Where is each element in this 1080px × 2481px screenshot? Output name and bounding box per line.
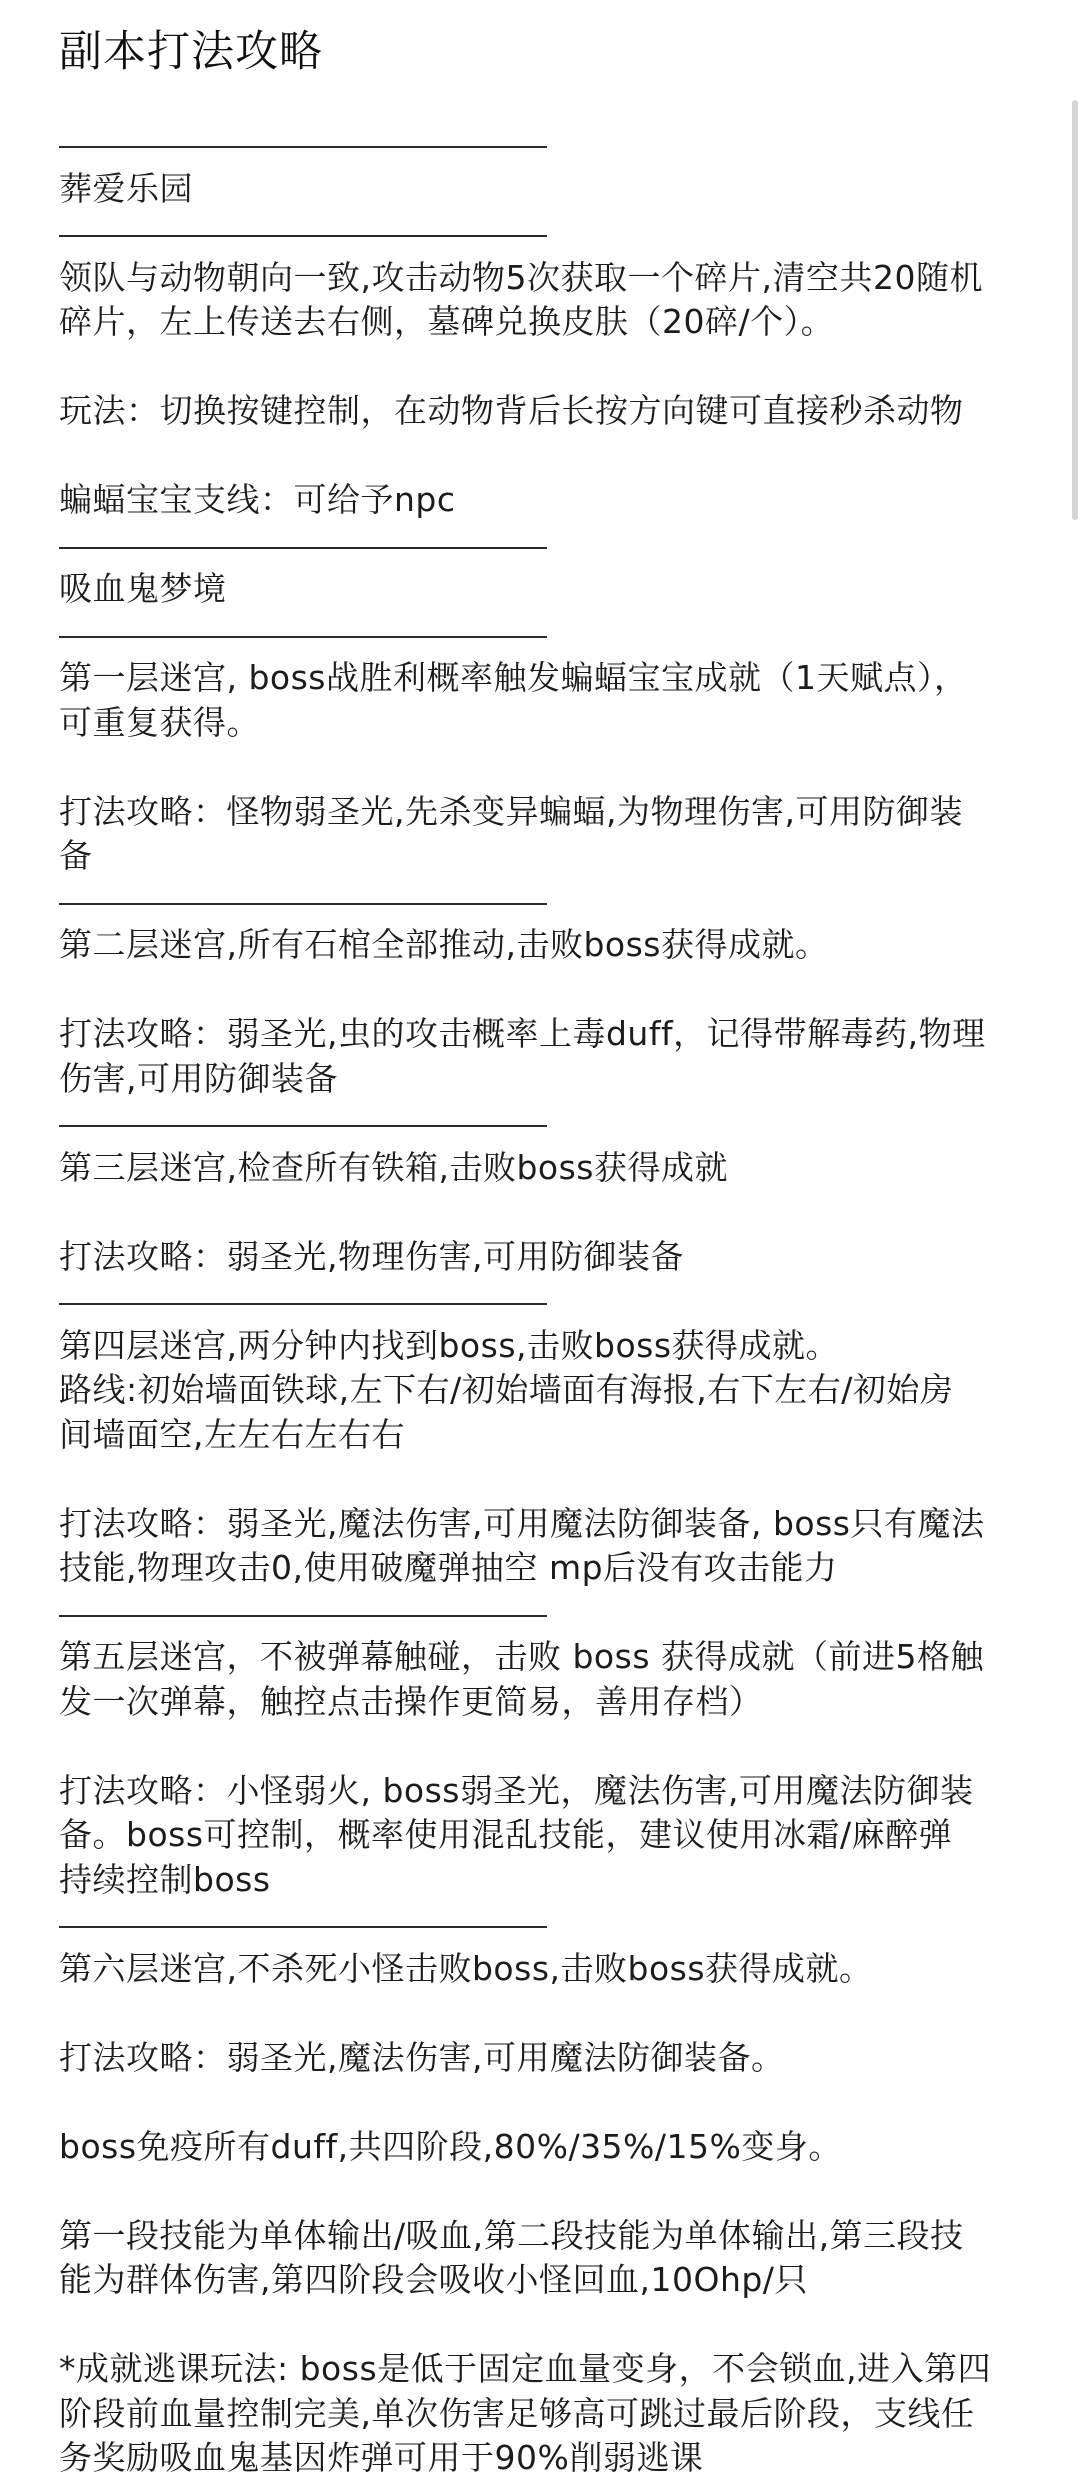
blank-line [59,745,1019,790]
text-line: 技能,物理攻击0,使用破魔弹抽空 mp后没有攻击能力 [59,1548,838,1587]
text-line: 领队与动物朝向一致,攻击动物5次获取一个碎片,清空共20随机 [59,257,983,297]
text-line: 第四层迷宫,两分钟内找到boss,击败boss获得成就。 [59,1325,840,1365]
blank-line [59,1457,1019,1502]
text-line: 打法攻略：弱圣光,虫的攻击概率上毒duff，记得带解毒药,物理 [59,1014,986,1053]
blank-line [59,434,1019,479]
blank-line [59,1724,1019,1769]
section-divider [59,1279,1019,1324]
text-line: 打法攻略：怪物弱圣光,先杀变异蝙蝠,为物理伤害,可用防御装 [59,791,963,831]
section-divider [59,1902,1019,1947]
document-body [59,122,1019,2481]
section-divider [59,1101,1019,1146]
text-line: 持续控制boss [59,1859,271,1899]
section-divider [59,211,1019,256]
text-line: boss免疫所有duff,共四阶段,80%/35%/15%变身。 [59,2126,842,2166]
blank-line [59,2080,1019,2125]
text-line: 备。boss可控制，概率使用混乱技能，建议使用冰霜/麻醉弹 [59,1815,953,1854]
scrollbar-thumb[interactable] [1072,100,1078,520]
blank-line [59,2169,1019,2214]
section-divider [59,1591,1019,1636]
text-line: 碎片，左上传送去右侧，墓碑兑换皮肤（20碎/个）。 [59,302,835,341]
text-line: 打法攻略：弱圣光,魔法伤害,可用魔法防御装备。 [59,2037,785,2077]
blank-line [59,345,1019,390]
text-line: 发一次弹幕，触控点击操作更简易，善用存档） [59,1681,763,1721]
text-line: 阶段前血量控制完美,单次伤害足够高可跳过最后阶段，支线任 [59,2393,975,2433]
text-line: 第五层迷宫，不被弹幕触碰，击败 boss 获得成就（前进5格触 [59,1637,984,1676]
page-title: 副本打法攻略 [59,27,323,77]
text-line: 蝙蝠宝宝支线：可给予npc [59,480,456,519]
text-line: 打法攻略：弱圣光,物理伤害,可用防御装备 [59,1236,684,1276]
text-line: 务奖励吸血鬼基因炸弹可用于90%削弱逃课 [59,2438,704,2477]
text-line: 第一段技能为单体输出/吸血,第二段技能为单体输出,第三段技 [59,2215,964,2255]
document-page [59,24,1019,2481]
blank-line [59,2303,1019,2348]
scrollbar[interactable] [1070,0,1080,2457]
text-line: 葬爱乐园 [59,168,193,208]
text-line: 第六层迷宫,不杀死小怪击败boss,击败boss获得成就。 [59,1948,873,1988]
text-line: 路线:初始墙面铁球,左下右/初始墙面有海报,右下左右/初始房 [59,1370,954,1409]
text-line: 玩法：切换按键控制，在动物背后长按方向键可直接秒杀动物 [59,391,964,430]
text-line: 可重复获得。 [59,702,260,742]
text-line: *成就逃课玩法: boss是低于固定血量变身，不会锁血,进入第四 [59,2349,992,2388]
text-line: 打法攻略：小怪弱火, boss弱圣光，魔法伤害,可用魔法防御装 [59,1770,974,1810]
text-line: 第一层迷宫, boss战胜利概率触发蝙蝠宝宝成就（1天赋点）， [59,658,968,697]
blank-line [59,968,1019,1013]
text-line: 伤害,可用防御装备 [59,1058,338,1098]
text-line: 第二层迷宫,所有石棺全部推动,击败boss获得成就。 [59,925,829,964]
text-line: 能为群体伤害,第四阶段会吸收小怪回血,10Ohp/只 [59,2260,808,2299]
text-line: 打法攻略：弱圣光,魔法伤害,可用魔法防御装备, boss只有魔法 [59,1503,985,1543]
text-line: 吸血鬼梦境 [59,569,227,608]
text-line: 第三层迷宫,检查所有铁箱,击败boss获得成就 [59,1147,729,1187]
text-line: 间墙面空,左左右左右右 [59,1414,405,1454]
blank-line [59,1190,1019,1235]
blank-line [59,1991,1019,2036]
section-divider [59,122,1019,167]
section-divider [59,523,1019,568]
section-divider [59,879,1019,924]
section-divider [59,612,1019,657]
text-line: 备 [59,836,93,875]
